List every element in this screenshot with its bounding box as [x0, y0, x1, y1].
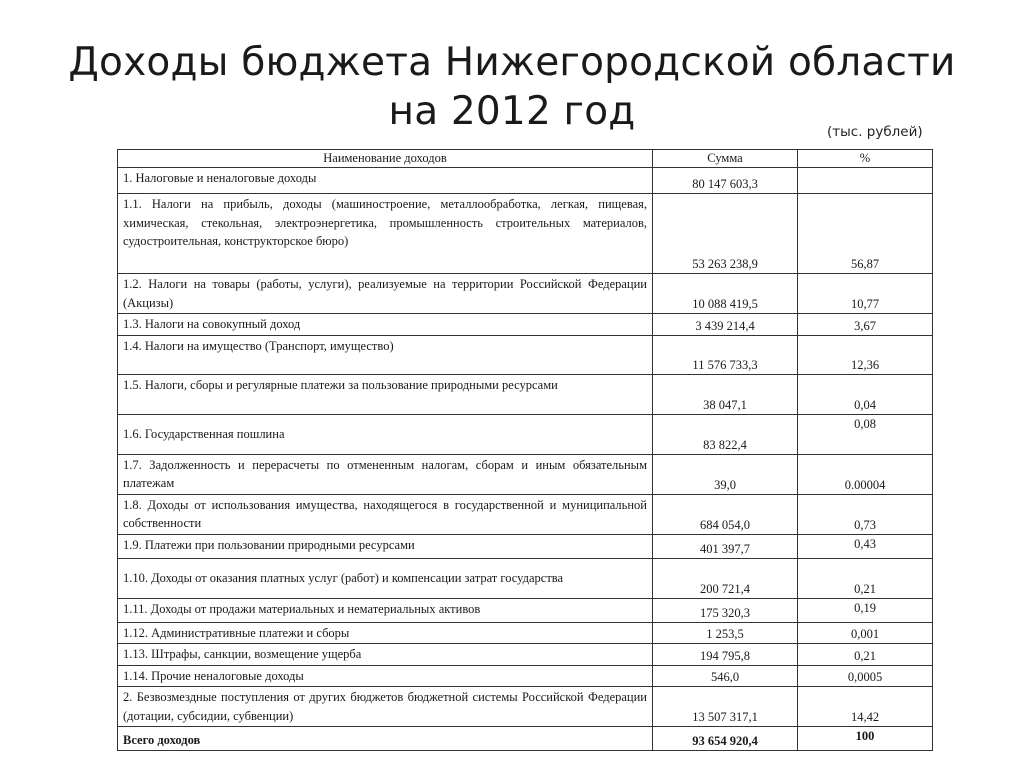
row-name: 1.10. Доходы от оказания платных услуг (работ) и компенсации затрат государства: [118, 558, 653, 598]
row-name: 1.5. Налоги, сборы и регулярные платежи за пользование природными ресурсами: [118, 374, 653, 414]
table-row: [118, 194, 933, 274]
table-row: [118, 665, 933, 687]
row-sum: 83 822,4: [653, 414, 798, 454]
table-header-row: [118, 150, 933, 168]
table-row: [118, 494, 933, 534]
page-title: Доходы бюджета Нижегородской области на 2012 год: [68, 40, 956, 134]
row-name: 1.1. Налоги на прибыль, доходы (машиностроение, металлообработка, легкая, пищевая, химическая, стекольная, электроэнергетика, промышленность строительных материалов, судостроительная, конструкторское бюро): [118, 194, 653, 274]
row-name: 1.12. Административные платежи и сборы: [118, 622, 653, 644]
table-row: [118, 534, 933, 558]
row-sum: 38 047,1: [653, 374, 798, 414]
units-note: (тыс. рублей): [827, 124, 923, 140]
header-pct: %: [798, 150, 933, 168]
row-pct: 0,08: [798, 414, 933, 454]
table-row: [118, 622, 933, 644]
row-pct: 14,42: [798, 687, 933, 727]
row-name: 1.4. Налоги на имущество (Транспорт, имущество): [118, 335, 653, 374]
row-pct: 0,001: [798, 622, 933, 644]
row-pct: 0.00004: [798, 454, 933, 494]
row-sum: 546,0: [653, 665, 798, 687]
table-row: [118, 687, 933, 727]
row-sum: 13 507 317,1: [653, 687, 798, 727]
row-name: 1.2. Налоги на товары (работы, услуги), реализуемые на территории Российской Федерации (Акцизы): [118, 274, 653, 314]
row-sum: 53 263 238,9: [653, 194, 798, 274]
table-row: [118, 598, 933, 622]
row-sum: 200 721,4: [653, 558, 798, 598]
row-name: 1. Налоговые и неналоговые доходы: [118, 168, 653, 194]
row-pct: 0,73: [798, 494, 933, 534]
table-total-row: [118, 727, 933, 751]
row-sum: 10 088 419,5: [653, 274, 798, 314]
table-row: [118, 168, 933, 194]
row-name: 1.11. Доходы от продажи материальных и нематериальных активов: [118, 598, 653, 622]
row-name: 1.6. Государственная пошлина: [118, 414, 653, 454]
table-row: [118, 374, 933, 414]
header-name: Наименование доходов: [118, 150, 653, 168]
table-row: [118, 558, 933, 598]
row-name: 1.3. Налоги на совокупный доход: [118, 314, 653, 336]
row-sum: 684 054,0: [653, 494, 798, 534]
row-pct: 0,21: [798, 644, 933, 666]
table-row: [118, 644, 933, 666]
row-name: 1.7. Задолженность и перерасчеты по отмененным налогам, сборам и иным обязательным платежам: [118, 454, 653, 494]
row-sum: 175 320,3: [653, 598, 798, 622]
row-sum: 39,0: [653, 454, 798, 494]
row-pct: 0,19: [798, 598, 933, 622]
row-sum: 194 795,8: [653, 644, 798, 666]
table-row: [118, 335, 933, 374]
row-sum: 80 147 603,3: [653, 168, 798, 194]
row-pct: [798, 168, 933, 194]
row-name: Всего доходов: [118, 727, 653, 751]
row-sum: 3 439 214,4: [653, 314, 798, 336]
table-row: [118, 414, 933, 454]
table-row: [118, 274, 933, 314]
row-pct: 0,43: [798, 534, 933, 558]
row-sum: 1 253,5: [653, 622, 798, 644]
row-sum: 11 576 733,3: [653, 335, 798, 374]
revenue-table: [117, 149, 933, 751]
table-row: [118, 454, 933, 494]
row-pct: 0,04: [798, 374, 933, 414]
row-pct: 0,0005: [798, 665, 933, 687]
row-sum: 401 397,7: [653, 534, 798, 558]
row-sum: 93 654 920,4: [653, 727, 798, 751]
row-pct: 100: [798, 727, 933, 751]
row-pct: 56,87: [798, 194, 933, 274]
row-name: 1.14. Прочие неналоговые доходы: [118, 665, 653, 687]
row-pct: 0,21: [798, 558, 933, 598]
row-name: 2. Безвозмездные поступления от других бюджетов бюджетной системы Российской Федерации (дотации, субсидии, субвенции): [118, 687, 653, 727]
row-pct: 3,67: [798, 314, 933, 336]
row-name: 1.8. Доходы от использования имущества, находящегося в государственной и муниципальной собственности: [118, 494, 653, 534]
row-name: 1.9. Платежи при пользовании природными ресурсами: [118, 534, 653, 558]
row-name: 1.13. Штрафы, санкции, возмещение ущерба: [118, 644, 653, 666]
header-sum: Сумма: [653, 150, 798, 168]
row-pct: 12,36: [798, 335, 933, 374]
table-row: [118, 314, 933, 336]
row-pct: 10,77: [798, 274, 933, 314]
